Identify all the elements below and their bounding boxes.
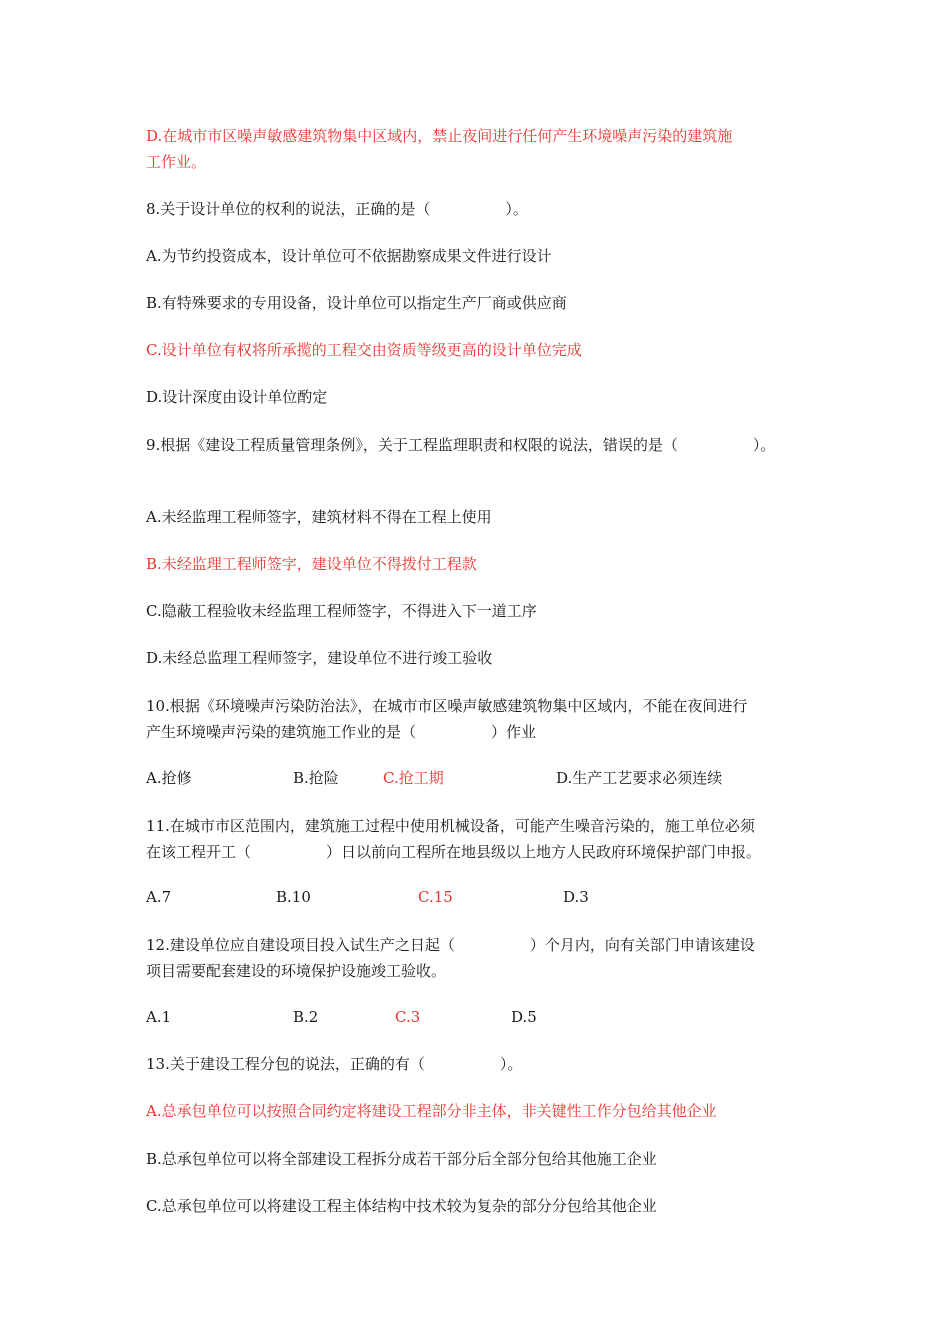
q9-option-b: B.未经监理工程师签字，建设单位不得拨付工程款	[146, 555, 477, 573]
q9-option-a: A.未经监理工程师签字，建筑材料不得在工程上使用	[146, 508, 492, 526]
q10-option-b: B.抢险	[293, 769, 339, 787]
q8-option-d: D.设计深度由设计单位酌定	[146, 388, 328, 406]
q7-option-d-line2: 工作业。	[146, 153, 207, 171]
q12-option-b: B.2	[293, 1008, 319, 1026]
q13-option-a: A.总承包单位可以按照合同约定将建设工程部分非主体，非关键性工作分包给其他企业	[146, 1102, 717, 1120]
q8-option-a: A.为节约投资成本，设计单位可不依据勘察成果文件进行设计	[146, 247, 552, 265]
q10-stem-line2: 产生环境噪声污染的建筑施工作业的是（ ）作业	[146, 723, 537, 741]
q9-stem: 9.根据《建设工程质量管理条例》，关于工程监理职责和权限的说法，错误的是（ ）。	[146, 436, 776, 454]
q13-option-c: C.总承包单位可以将建设工程主体结构中技术较为复杂的部分分包给其他企业	[146, 1197, 657, 1215]
q11-option-d: D.3	[563, 888, 589, 906]
q13-stem: 13.关于建设工程分包的说法，正确的有（ ）。	[146, 1055, 523, 1073]
q9-option-c: C.隐蔽工程验收未经监理工程师签字，不得进入下一道工序	[146, 602, 537, 620]
q11-option-c: C.15	[418, 888, 453, 906]
q12-option-c: C.3	[395, 1008, 421, 1026]
q11-option-a: A.7	[146, 888, 172, 906]
q12-stem-line1: 12.建设单位应自建设项目投入试生产之日起（ ）个月内，向有关部门申请该建设	[146, 936, 755, 954]
q9-option-d: D.未经总监理工程师签字，建设单位不进行竣工验收	[146, 649, 493, 667]
q8-option-c: C.设计单位有权将所承揽的工程交由资质等级更高的设计单位完成	[146, 341, 582, 359]
q11-option-b: B.10	[276, 888, 311, 906]
q12-stem-line2: 项目需要配套建设的环境保护设施竣工验收。	[146, 962, 447, 980]
q13-option-b: B.总承包单位可以将全部建设工程拆分成若干部分后全部分包给其他施工企业	[146, 1150, 657, 1168]
q12-option-a: A.1	[146, 1008, 172, 1026]
q7-option-d-line1: D.在城市市区噪声敏感建筑物集中区域内，禁止夜间进行任何产生环境噪声污染的建筑施	[146, 127, 733, 145]
q10-option-c: C.抢工期	[383, 769, 444, 787]
q10-option-a: A.抢修	[146, 769, 192, 787]
q10-option-d: D.生产工艺要求必须连续	[556, 769, 723, 787]
q10-stem-line1: 10.根据《环境噪声污染防治法》，在城市市区噪声敏感建筑物集中区域内，不能在夜间进行	[146, 697, 748, 715]
q12-option-d: D.5	[511, 1008, 537, 1026]
q11-stem-line2: 在该工程开工（ ）日以前向工程所在地县级以上地方人民政府环境保护部门申报。	[146, 843, 762, 861]
q8-stem: 8.关于设计单位的权利的说法，正确的是（ ）。	[146, 200, 528, 218]
q8-option-b: B.有特殊要求的专用设备，设计单位可以指定生产厂商或供应商	[146, 294, 567, 312]
q11-stem-line1: 11.在城市市区范围内，建筑施工过程中使用机械设备，可能产生噪音污染的，施工单位必须	[146, 817, 755, 835]
